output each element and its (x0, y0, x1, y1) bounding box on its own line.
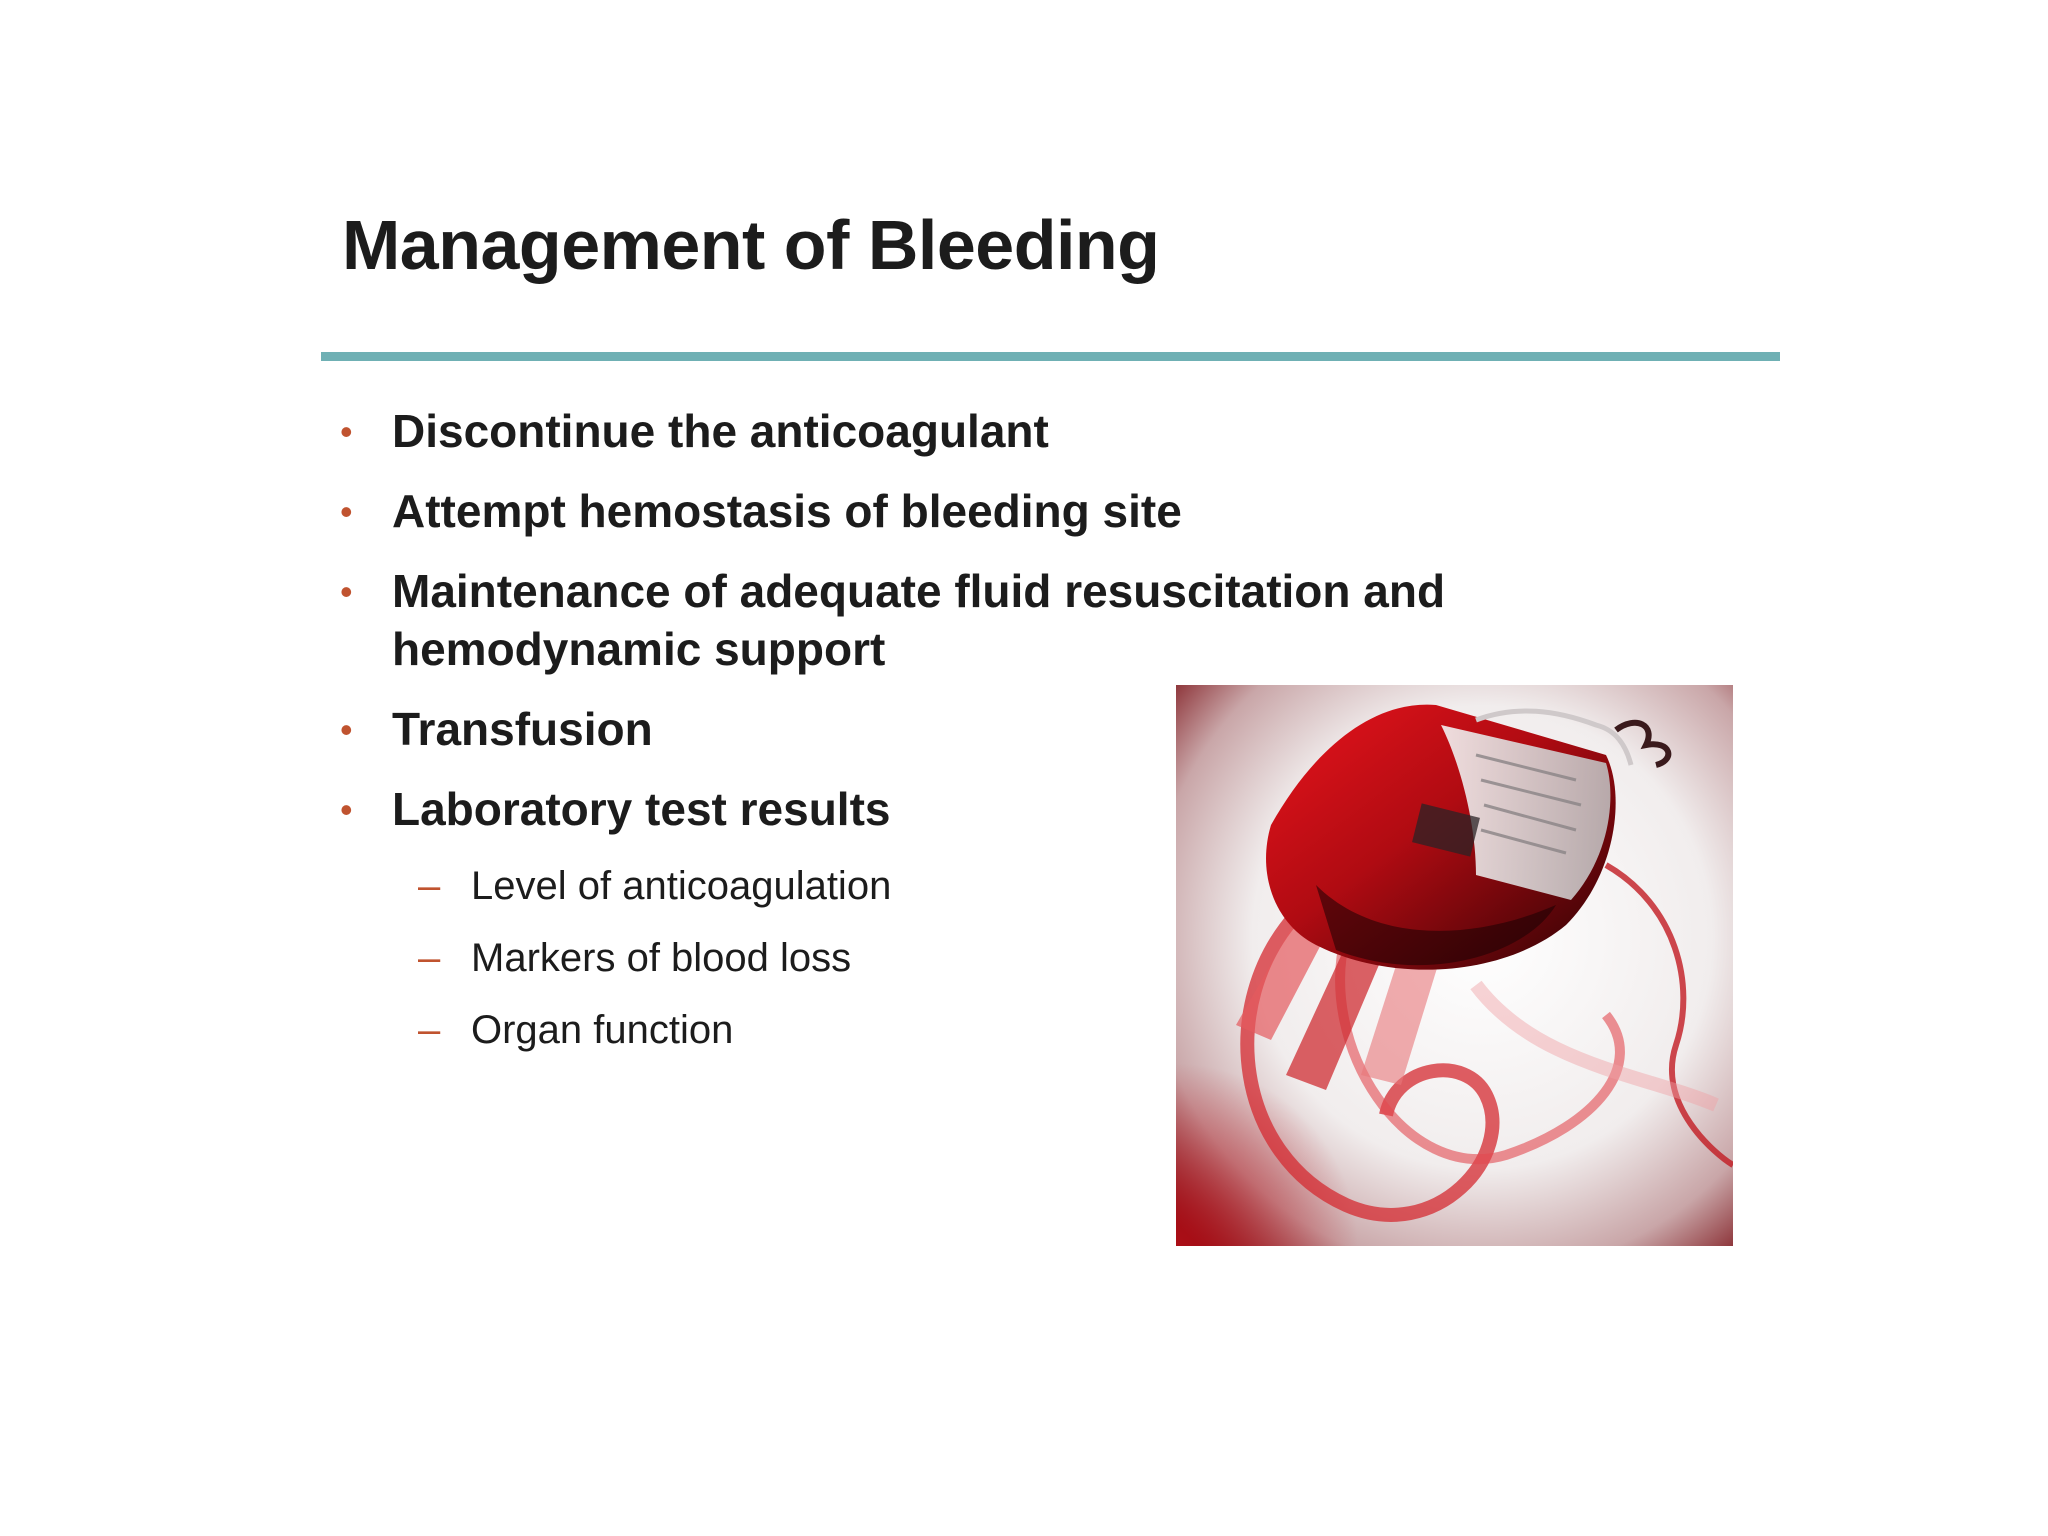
bullet-marker: • (340, 789, 353, 830)
bullet-text: Maintenance of adequate fluid resuscitation and (392, 565, 1446, 617)
bullet-text: Transfusion (392, 703, 653, 755)
bullet-text-continued: hemodynamic support (392, 623, 886, 675)
sub-bullet-text: Markers of blood loss (471, 936, 852, 980)
bullet-text: Discontinue the anticoagulant (392, 405, 1049, 457)
bullet-marker: • (340, 491, 353, 532)
blood-bag-icon (1176, 685, 1733, 1246)
bullet-text: Attempt hemostasis of bleeding site (392, 485, 1182, 537)
sub-bullet-marker: – (418, 864, 441, 908)
sub-bullet-marker: – (418, 1008, 441, 1052)
blood-bag-photo (1176, 685, 1733, 1246)
sub-bullet-marker: – (418, 936, 441, 980)
bullet-marker: • (340, 411, 353, 452)
slide-title: Management of Bleeding (342, 206, 1160, 284)
sub-bullet-text: Level of anticoagulation (471, 864, 892, 908)
bullet-text: Laboratory test results (392, 783, 891, 835)
bullet-marker: • (340, 709, 353, 750)
sub-bullet-text: Organ function (471, 1008, 734, 1052)
bullet-marker: • (340, 571, 353, 612)
